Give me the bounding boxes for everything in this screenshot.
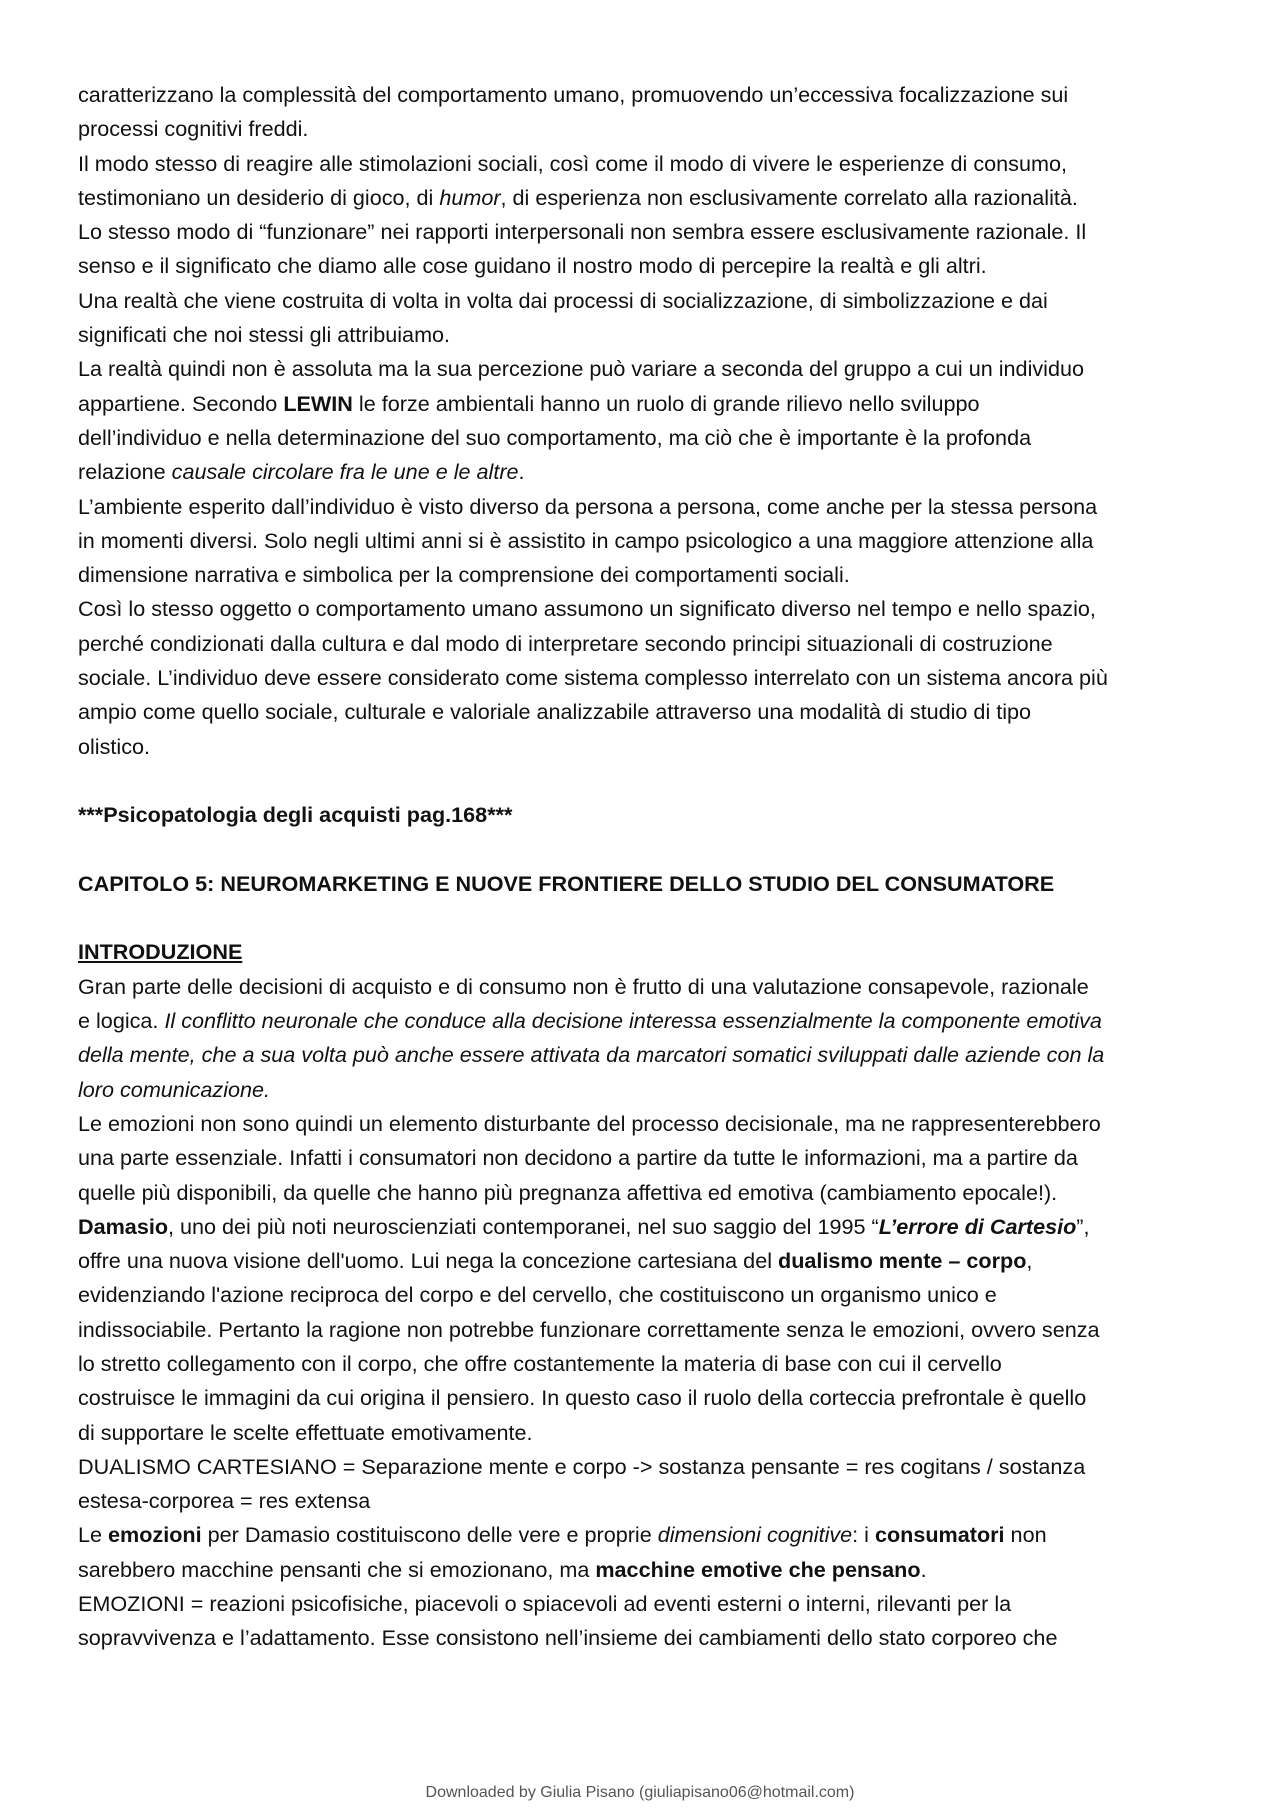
page-content <box>78 78 1228 1656</box>
text-line: processi cognitivi freddi. <box>78 116 309 142</box>
text-line: loro comunicazione. <box>78 1076 271 1102</box>
section-heading: INTRODUZIONE <box>78 939 243 965</box>
spacer <box>78 901 1228 935</box>
text-line: relazione causale circolare fra le une e le altre. <box>78 459 525 485</box>
text-line: dimensione narrativa e simbolica per la comprensione dei comportamenti sociali. <box>78 562 850 588</box>
chapter-title: CAPITOLO 5: NEUROMARKETING E NUOVE FRONTIERE DELLO STUDIO DEL CONSUMATORE <box>78 870 1055 896</box>
text-line: di supportare le scelte effettuate emotivamente. <box>78 1419 533 1445</box>
text-line: senso e il significato che diamo alle cose guidano il nostro modo di percepire la realtà e gli altri. <box>78 253 987 279</box>
text-line: sopravvivenza e l’adattamento. Esse consistono nell’insieme dei cambiamenti dello stato corporeo che <box>78 1625 1058 1651</box>
italic-term: causale circolare fra le une e le altre <box>171 459 519 485</box>
text-line: indissociabile. Pertanto la ragione non potrebbe funzionare correttamente senza le emozioni, ovvero senza <box>78 1316 1100 1342</box>
text-line: Le emozioni non sono quindi un elemento disturbante del processo decisionale, ma ne rappresenterebbero <box>78 1110 1101 1136</box>
text-line: ampio come quello sociale, culturale e valoriale analizzabile attraverso una modalità di studio di tipo <box>78 699 1032 725</box>
text-line: EMOZIONI = reazioni psicofisiche, piacevoli o spiacevoli ad eventi esterni o interni, rilevanti per la <box>78 1591 1012 1617</box>
text-line: dell’individuo e nella determinazione del suo comportamento, ma ciò che è importante è la profonda <box>78 424 1032 450</box>
text-line: appartiene. Secondo LEWIN le forze ambientali hanno un ruolo di grande rilievo nello sviluppo <box>78 390 980 416</box>
text-line: testimoniano un desiderio di gioco, di humor, di esperienza non esclusivamente correlato alla razionalità. <box>78 184 1078 210</box>
text-line: quelle più disponibili, da quelle che hanno più pregnanza affettiva ed emotiva (cambiamento epocale!). <box>78 1179 1058 1205</box>
text-line: Il modo stesso di reagire alle stimolazioni sociali, così come il modo di vivere le esperienze di consumo, <box>78 150 1067 176</box>
spacer <box>78 764 1228 798</box>
text-line: Damasio, uno dei più noti neuroscienziati contemporanei, nel suo saggio del 1995 “L’errore di Cartesio”, <box>78 1213 1090 1239</box>
text-line: sociale. L’individuo deve essere considerato come sistema complesso interrelato con un sistema ancora più <box>78 665 1108 691</box>
bold-term: LEWIN <box>283 390 353 416</box>
text-line: offre una nuova visione dell'uomo. Lui nega la concezione cartesiana del dualismo mente – corpo, <box>78 1248 1033 1274</box>
text-line: La realtà quindi non è assoluta ma la sua percezione può variare a seconda del gruppo a cui un individuo <box>78 356 1084 382</box>
text-line: perché condizionati dalla cultura e dal modo di interpretare secondo principi situazionali di costruzione <box>78 630 1053 656</box>
italic-term: dimensioni cognitive <box>657 1522 853 1548</box>
italic-term: humor <box>439 184 501 210</box>
text-line: DUALISMO CARTESIANO = Separazione mente e corpo -> sostanza pensante = res cogitans / sostanza <box>78 1453 1086 1479</box>
text-line: Gran parte delle decisioni di acquisto e di consumo non è frutto di una valutazione consapevole, razionale <box>78 973 1089 999</box>
text-line: Così lo stesso oggetto o comportamento umano assumono un significato diverso nel tempo e nello spazio, <box>78 596 1096 622</box>
text-line: olistico. <box>78 733 151 759</box>
text-line: caratterizzano la complessità del comportamento umano, promuovendo un’eccessiva focalizzazione sui <box>78 82 1069 107</box>
bold-term: consumatori <box>874 1522 1005 1548</box>
spacer <box>78 833 1228 867</box>
text-line: costruisce le immagini da cui origina il pensiero. In questo caso il ruolo della corteccia prefrontale è quello <box>78 1385 1087 1411</box>
bold-term: dualismo mente – corpo <box>778 1248 1027 1274</box>
text-line: Una realtà che viene costruita di volta in volta dai processi di socializzazione, di simbolizzazione e dai <box>78 287 1048 313</box>
italic-term: Il conflitto neuronale che conduce alla decisione interessa essenzialmente la componente emotiva <box>164 1008 1102 1034</box>
psicopatologia-reference: ***Psicopatologia degli acquisti pag.168*** <box>78 802 513 828</box>
text-line: una parte essenziale. Infatti i consumatori non decidono a partire da tutte le informazioni, ma a partire da <box>78 1145 1078 1171</box>
text-line: lo stretto collegamento con il corpo, che offre costantemente la materia di base con cui il cervello <box>78 1350 1002 1376</box>
text-line: in momenti diversi. Solo negli ultimi anni si è assistito in campo psicologico a una maggiore attenzione alla <box>78 527 1094 553</box>
text-line: estesa-corporea = res extensa <box>78 1488 371 1514</box>
text-line: e logica. Il conflitto neuronale che conduce alla decisione interessa essenzialmente la componente emotiva <box>78 1008 1102 1034</box>
text-line: evidenziando l'azione reciproca del corpo e del cervello, che costituiscono un organismo unico e <box>78 1282 997 1308</box>
download-footer: Downloaded by Giulia Pisano (giuliapisano06@hotmail.com) <box>425 1784 855 1801</box>
text-line: sarebbero macchine pensanti che si emozionano, ma macchine emotive che pensano. <box>78 1556 927 1582</box>
text-line: L’ambiente esperito dall’individuo è visto diverso da persona a persona, come anche per la stessa persona <box>78 493 1098 519</box>
text-line: significati che noi stessi gli attribuiamo. <box>78 322 451 348</box>
text-line: della mente, che a sua volta può anche essere attivata da marcatori somatici sviluppati dalle aziende con la <box>78 1042 1105 1068</box>
text-line: Le emozioni per Damasio costituiscono delle vere e proprie dimensioni cognitive: i consumatori non <box>78 1522 1047 1548</box>
bold-term: macchine emotive che pensano <box>595 1556 921 1582</box>
bold-term: Damasio <box>78 1213 169 1239</box>
bold-term: emozioni <box>108 1522 202 1548</box>
text-line: Lo stesso modo di “funzionare” nei rapporti interpersonali non sembra essere esclusivamente razionale. Il <box>78 219 1087 245</box>
book-title: L’errore di Cartesio <box>878 1213 1077 1239</box>
